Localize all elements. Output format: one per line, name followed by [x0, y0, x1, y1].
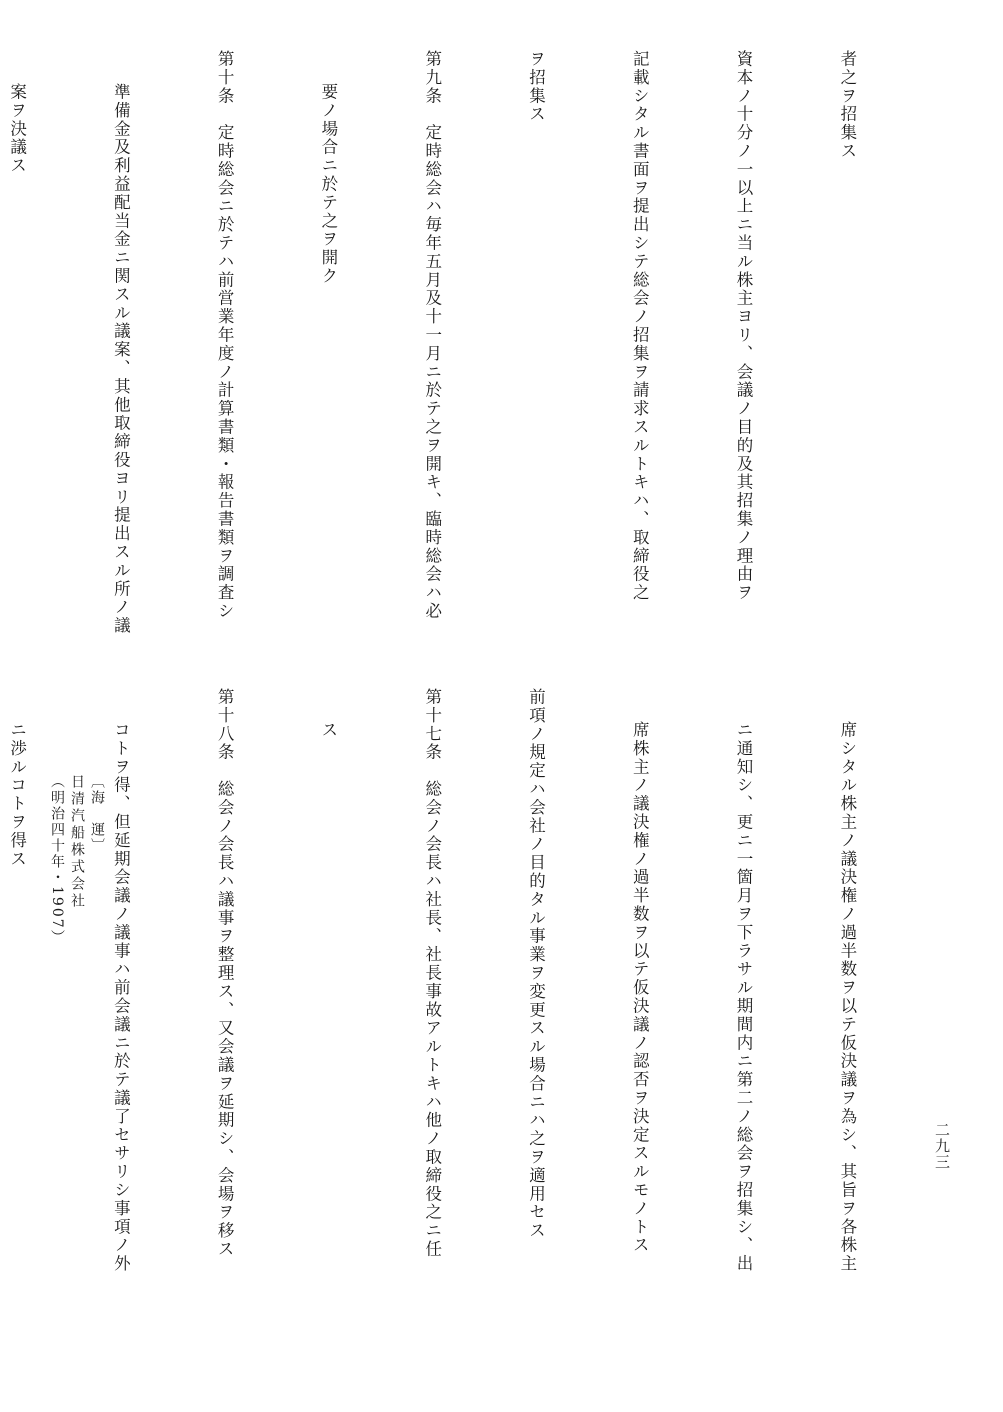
page-number: 二九三 — [933, 1122, 951, 1170]
upper-text-block — [0, 50, 933, 678]
article-10: 第十条 定時総会ニ於テハ前営業年度ノ計算書類・報告書類ヲ調査シ — [215, 50, 235, 621]
text-column: コトヲ得、但延期会議ノ議事ハ前会議ニ於テ議了セサリシ事項ノ外 — [111, 721, 131, 1273]
text-column: ス — [318, 721, 338, 740]
running-footer — [31, 748, 123, 967]
text-column: 資本ノ十分ノ一以上ニ当ル株主ヨリ、会議ノ目的及其招集ノ理由ヲ — [734, 50, 754, 602]
text-column: 席株主ノ議決権ノ過半数ヲ以テ仮決議ノ認否ヲ決定スルモノトス — [630, 721, 650, 1255]
text-column: 前項ノ規定ハ会社ノ目的タル事業ヲ変更スル場合ニハ之ヲ適用セス — [526, 688, 546, 1240]
text-column: ニ渉ルコトヲ得ス — [7, 721, 27, 869]
article-9: 第九条 定時総会ハ毎年五月及十一月ニ於テ之ヲ開キ、臨時総会ハ必 — [422, 50, 442, 621]
text-column: ヲ招集ス — [526, 50, 546, 124]
article-17: 第十七条 総会ノ会長ハ社長、社長事故アルトキハ他ノ取締役之ニ任 — [422, 688, 442, 1259]
footer-date: （明治四十年・1907） — [49, 773, 65, 946]
text-column: 準備金及利益配当金ニ関スル議案、其他取締役ヨリ提出スル所ノ議 — [111, 83, 131, 635]
article-18: 第十八条 総会ノ会長ハ議事ヲ整理ス、又会議ヲ延期シ、会場ヲ移ス — [215, 688, 235, 1259]
text-column: 案ヲ決議ス — [7, 83, 27, 175]
footer-category: 〔海 運〕 — [89, 773, 105, 854]
text-column: 者之ヲ招集ス — [837, 50, 857, 161]
text-column: 記載シタル書面ヲ提出シテ総会ノ招集ヲ請求スルトキハ、取締役之 — [630, 50, 650, 602]
text-column: 要ノ場合ニ於テ之ヲ開ク — [318, 83, 338, 286]
footer-publisher: 日清汽船株式会社 — [69, 773, 85, 910]
text-column: 席シタル株主ノ議決権ノ過半数ヲ以テ仮決議ヲ為シ、其旨ヲ各株主 — [837, 721, 857, 1273]
text-column: ニ通知シ、更ニ一箇月ヲ下ラサル期間内ニ第二ノ総会ヲ招集シ、出 — [734, 721, 754, 1273]
lower-text-block — [0, 688, 933, 1298]
